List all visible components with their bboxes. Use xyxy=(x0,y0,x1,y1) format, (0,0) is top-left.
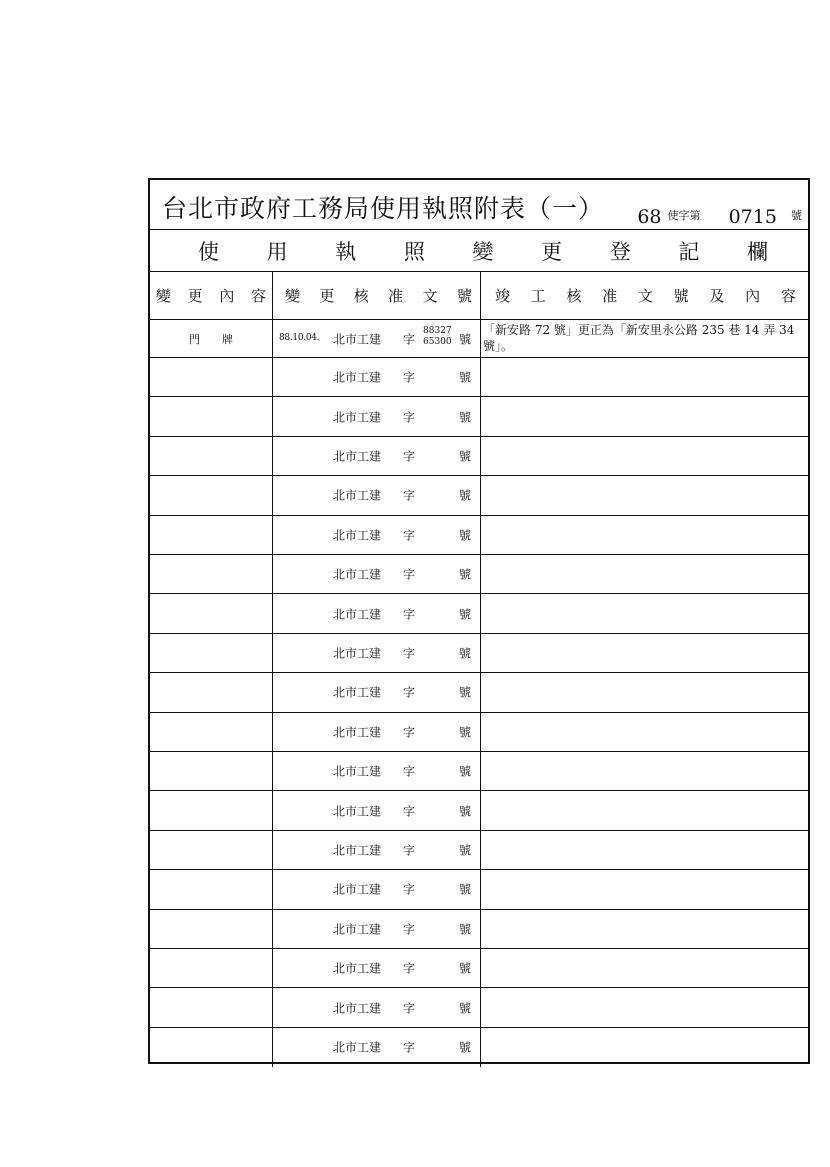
approval-office: 北市工建 xyxy=(333,882,382,897)
columns.approval_no-char: 變 xyxy=(285,287,301,305)
table-row xyxy=(150,397,808,436)
subtitle_chars-char: 登 xyxy=(609,239,631,264)
change-content-cell xyxy=(150,516,273,554)
approval-office: 北市工建 xyxy=(333,1040,382,1055)
completion-description: 「新安路 72 號」更正為「新安里永公路 235 巷 14 弄 34 號」。 xyxy=(483,323,795,353)
approval-hao: 號 xyxy=(459,882,472,897)
subtitle-row xyxy=(150,230,808,272)
approval-office: 北市工建 xyxy=(333,922,382,937)
approval-hao: 號 xyxy=(459,332,472,346)
table-row xyxy=(150,476,808,515)
approval-office: 北市工建 xyxy=(333,332,382,346)
subtitle_chars-char: 執 xyxy=(335,239,357,264)
columns.completion-char: 內 xyxy=(745,287,761,305)
approval-no-cell xyxy=(273,555,481,593)
columns.approval_no-char: 號 xyxy=(456,287,472,305)
completion-description xyxy=(481,358,810,396)
approval-zi: 字 xyxy=(403,1040,416,1055)
approval-office: 北市工建 xyxy=(333,449,382,464)
subtitle_chars-char: 記 xyxy=(678,239,700,264)
approval-no-cell xyxy=(273,516,481,554)
columns.approval_no-char: 准 xyxy=(388,287,404,305)
approval-hao: 號 xyxy=(459,567,472,582)
columns.completion-char: 竣 xyxy=(495,287,511,305)
columns.change_content-char: 更 xyxy=(187,287,203,305)
approval-zi: 字 xyxy=(403,528,416,543)
completion-description xyxy=(481,516,810,554)
approval-zi: 字 xyxy=(403,567,416,582)
approval-no-cell xyxy=(273,1028,481,1067)
approval-no-cell xyxy=(273,831,481,869)
approval-office: 北市工建 xyxy=(333,646,382,661)
subtitle_chars-char: 欄 xyxy=(747,239,768,264)
approval-office: 北市工建 xyxy=(333,488,382,503)
approval-office: 北市工建 xyxy=(333,567,382,582)
approval-no-cell xyxy=(273,437,481,475)
approval-office: 北市工建 xyxy=(333,370,382,385)
approval-hao: 號 xyxy=(459,804,472,819)
approval-zi: 字 xyxy=(403,646,416,661)
approval-zi: 字 xyxy=(403,370,416,385)
table-row xyxy=(150,791,808,830)
table-row xyxy=(150,910,808,949)
table-row xyxy=(150,594,808,633)
approval-no-cell xyxy=(273,752,481,790)
change-content-cell xyxy=(150,1028,273,1067)
subtitle_chars-char: 照 xyxy=(403,239,425,264)
completion-description xyxy=(481,437,810,475)
permit-prefix: 使字第 xyxy=(667,209,701,222)
approval-date: 88.10.04. xyxy=(279,333,320,343)
columns.change_content-char: 內 xyxy=(219,287,235,305)
subtitle_chars-char: 更 xyxy=(541,239,563,264)
approval-office: 北市工建 xyxy=(333,607,382,622)
approval-no-cell xyxy=(273,320,481,357)
approval-hao: 號 xyxy=(459,922,472,937)
approval-no-cell xyxy=(273,673,481,711)
change-content-cell xyxy=(150,555,273,593)
approval-zi: 字 xyxy=(403,961,416,976)
approval-no-cell xyxy=(273,713,481,751)
columns.completion-char: 准 xyxy=(602,287,618,305)
approval-no-cell xyxy=(273,870,481,908)
columns.completion-char: 號 xyxy=(673,287,689,305)
approval-no-cell xyxy=(273,791,481,829)
table-row xyxy=(150,673,808,712)
approval-hao: 號 xyxy=(459,370,472,385)
form-title: 台北市政府工務局使用執照附表（一） xyxy=(162,194,605,223)
completion-description xyxy=(481,594,810,632)
approval-hao: 號 xyxy=(459,764,472,779)
approval-hao: 號 xyxy=(459,685,472,700)
approval-hao: 號 xyxy=(459,725,472,740)
change-content-cell xyxy=(150,594,273,632)
permit-year: 68 xyxy=(637,206,662,228)
permit-suffix: 號 xyxy=(791,209,802,222)
columns.approval_no-char: 文 xyxy=(422,287,438,305)
completion-description xyxy=(481,397,810,435)
completion-description xyxy=(481,831,810,869)
completion-description xyxy=(481,673,810,711)
approval-office: 北市工建 xyxy=(333,410,382,425)
approval-office: 北市工建 xyxy=(333,1001,382,1016)
approval-office: 北市工建 xyxy=(333,764,382,779)
approval-hao: 號 xyxy=(459,961,472,976)
table-row xyxy=(150,949,808,988)
change-content-cell xyxy=(150,988,273,1026)
approval-no-cell xyxy=(273,910,481,948)
approval-number-1: 88327 xyxy=(423,326,452,336)
subtitle_chars-char: 使 xyxy=(198,239,219,264)
approval-zi: 字 xyxy=(403,607,416,622)
subtitle_chars-char: 用 xyxy=(266,239,288,264)
table-row xyxy=(150,870,808,909)
approval-zi: 字 xyxy=(403,804,416,819)
table-row xyxy=(150,516,808,555)
approval-hao: 號 xyxy=(459,449,472,464)
column-header-row xyxy=(150,272,808,320)
approval-office: 北市工建 xyxy=(333,961,382,976)
change-content-cell xyxy=(150,320,273,357)
completion-description xyxy=(481,910,810,948)
table-row xyxy=(150,555,808,594)
table-row xyxy=(150,1028,808,1067)
columns.approval_no-char: 核 xyxy=(353,287,369,305)
completion-description xyxy=(481,634,810,672)
approval-hao: 號 xyxy=(459,1040,472,1055)
approval-no-cell xyxy=(273,358,481,396)
change-content-cell xyxy=(150,397,273,435)
approval-office: 北市工建 xyxy=(333,843,382,858)
approval-hao: 號 xyxy=(459,410,472,425)
approval-hao: 號 xyxy=(459,843,472,858)
header-approval-no xyxy=(273,272,481,319)
change-content-cell xyxy=(150,358,273,396)
columns.completion-char: 容 xyxy=(780,287,796,305)
table-row xyxy=(150,437,808,476)
completion-description xyxy=(481,1028,810,1067)
change-content-cell xyxy=(150,949,273,987)
approval-no-cell xyxy=(273,476,481,514)
approval-zi: 字 xyxy=(403,488,416,503)
completion-description xyxy=(481,988,810,1026)
approval-office: 北市工建 xyxy=(333,725,382,740)
header-completion xyxy=(481,272,810,319)
table-row xyxy=(150,634,808,673)
approval-zi: 字 xyxy=(403,449,416,464)
completion-description xyxy=(481,476,810,514)
completion-description xyxy=(481,752,810,790)
change-content-cell xyxy=(150,634,273,672)
table-row xyxy=(150,713,808,752)
change-content-cell xyxy=(150,870,273,908)
approval-no-cell xyxy=(273,594,481,632)
approval-hao: 號 xyxy=(459,646,472,661)
approval-hao: 號 xyxy=(459,1001,472,1016)
permit-no: 0715 xyxy=(728,206,777,228)
change-content-a: 門 xyxy=(189,332,200,346)
approval-hao: 號 xyxy=(459,488,472,503)
approval-office: 北市工建 xyxy=(333,685,382,700)
approval-zi: 字 xyxy=(403,332,416,346)
table-row xyxy=(150,320,808,358)
title-row xyxy=(150,180,808,230)
permit-attachment-form xyxy=(148,178,810,1064)
approval-office: 北市工建 xyxy=(333,528,382,543)
subtitle_chars-char: 變 xyxy=(472,239,494,264)
change-content-b: 牌 xyxy=(222,332,233,346)
change-content-cell xyxy=(150,673,273,711)
change-content-cell xyxy=(150,476,273,514)
approval-hao: 號 xyxy=(459,528,472,543)
change-content-cell xyxy=(150,831,273,869)
approval-zi: 字 xyxy=(403,882,416,897)
change-content-cell xyxy=(150,791,273,829)
change-content-cell xyxy=(150,752,273,790)
completion-description xyxy=(481,555,810,593)
columns.completion-char: 工 xyxy=(530,287,546,305)
columns.completion-char: 核 xyxy=(566,287,582,305)
approval-office: 北市工建 xyxy=(333,804,382,819)
approval-no-cell xyxy=(273,397,481,435)
change-content-cell xyxy=(150,713,273,751)
columns.completion-char: 文 xyxy=(637,287,653,305)
approval-zi: 字 xyxy=(403,764,416,779)
approval-zi: 字 xyxy=(403,410,416,425)
approval-zi: 字 xyxy=(403,725,416,740)
permit-number xyxy=(637,206,802,228)
columns.completion-char: 及 xyxy=(709,287,725,305)
table-row xyxy=(150,752,808,791)
columns.change_content-char: 容 xyxy=(250,287,266,305)
approval-hao: 號 xyxy=(459,607,472,622)
approval-zi: 字 xyxy=(403,922,416,937)
columns.change_content-char: 變 xyxy=(156,287,172,305)
approval-no-cell xyxy=(273,949,481,987)
approval-number xyxy=(423,326,452,348)
approval-number-2: 65300 xyxy=(423,337,452,347)
table-row xyxy=(150,358,808,397)
change-content-cell xyxy=(150,437,273,475)
completion-description xyxy=(481,949,810,987)
table-row xyxy=(150,831,808,870)
table-row xyxy=(150,988,808,1027)
header-change-content xyxy=(150,272,273,319)
approval-zi: 字 xyxy=(403,1001,416,1016)
approval-no-cell xyxy=(273,634,481,672)
columns.approval_no-char: 更 xyxy=(319,287,335,305)
completion-description xyxy=(481,713,810,751)
change-content-cell xyxy=(150,910,273,948)
completion-description xyxy=(481,870,810,908)
approval-zi: 字 xyxy=(403,685,416,700)
approval-zi: 字 xyxy=(403,843,416,858)
completion-description xyxy=(481,791,810,829)
approval-no-cell xyxy=(273,988,481,1026)
